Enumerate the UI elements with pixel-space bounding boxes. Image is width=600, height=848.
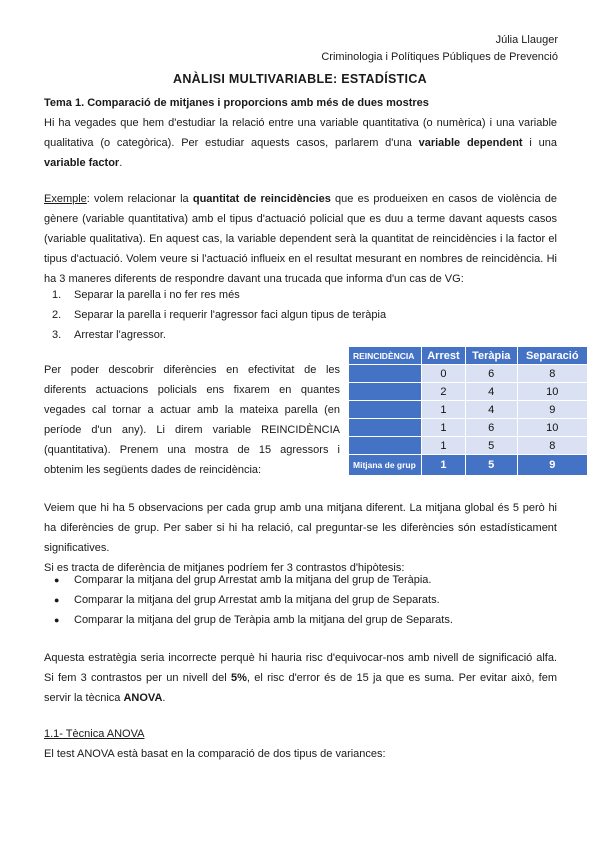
- table-cell: 6: [465, 419, 517, 437]
- study-line-4: període d'un any). Li direm variable REINCIDÈNCIA: [44, 424, 340, 436]
- column-header-separacio: Separació: [517, 347, 587, 365]
- course-name: Criminologia i Polítiques Públiques de Prevenció: [321, 51, 558, 63]
- analysis-line-2: ha diferències de grup. Per saber si hi ha relació, cal preguntar-se les diferències són estadísticament: [44, 522, 557, 534]
- table-row: [349, 383, 588, 401]
- bullet-icon: ●: [54, 615, 60, 625]
- example-line-1: Exemple: volem relacionar la quantitat de reincidències que es produeixen en casos de violència de: [44, 193, 558, 205]
- study-line-2: diferents actuacions policials ens fixarem en quantes: [44, 384, 340, 396]
- anova-heading: 1.1- Tècnica ANOVA: [44, 728, 145, 740]
- mean-row-label: Mitjana de grup: [349, 455, 422, 476]
- study-line-1: Per poder descobrir diferències en efectivitat de les: [44, 364, 340, 376]
- conclusion-line-3: servir la tècnica ANOVA.: [44, 692, 166, 704]
- list-item: ● Comparar la mitjana del grup Arrestat amb la mitjana del grup de Teràpia.: [54, 570, 453, 590]
- list-item: 2. Separar la parella i requerir l'agressor faci algun tipus de teràpia: [52, 309, 387, 321]
- intro-line-2: qualitativa (o categòrica). Per estudiar aquests casos, parlarem d'una variable dependent i una: [44, 137, 557, 149]
- analysis-line-4: Si es tracta de diferència de mitjanes podríem fer 3 contrastos d'hipòtesis:: [44, 562, 405, 574]
- example-block: [44, 189, 557, 289]
- analysis-block: [44, 498, 557, 578]
- table-cell: 10: [517, 383, 587, 401]
- table-cell: 5: [465, 437, 517, 455]
- conclusion-line-1: Aquesta estratègia seria incorrecte perquè hi hauria risc d'equivocar-nos amb nivell de significació alfa.: [44, 652, 557, 664]
- table-cell: 4: [465, 401, 517, 419]
- example-line-4: tipus d'actuació. Volem veure si l'actuació influeix en el resultat mesurant en nombres de reincidència. Hi: [44, 253, 557, 265]
- table-cell: 1: [422, 437, 466, 455]
- example-label: Exemple: [44, 193, 87, 205]
- document-title: ANÀLISI MULTIVARIABLE: ESTADÍSTICA: [173, 72, 427, 86]
- table-cell: 10: [517, 419, 587, 437]
- author-name: Júlia Llauger: [495, 34, 558, 46]
- term-quantitat-reincidencies: quantitat de reincidències: [192, 193, 331, 205]
- column-header-arrest: Arrest: [422, 347, 466, 365]
- document-header: [321, 32, 558, 66]
- table-cell: 5: [465, 455, 517, 476]
- table-cell: 2: [422, 383, 466, 401]
- table-cell: 1: [422, 401, 466, 419]
- conclusion-block: [44, 648, 557, 708]
- conclusion-line-2: Si fem 3 contrastos per un nivell del 5%, el risc d'error és de 15 ja que es suma. Per evitar això, fem: [44, 672, 557, 684]
- table-mean-row: [349, 455, 588, 476]
- term-variable-factor: variable factor: [44, 157, 120, 169]
- study-line-5: (quantitativa). Prenem una mostra de 15 agressors i: [44, 444, 340, 456]
- term-variable-dependent: variable dependent: [418, 137, 523, 149]
- list-item: 3. Arrestar l'agressor.: [52, 329, 166, 341]
- table-row: [349, 365, 588, 383]
- intro-line-3: variable factor.: [44, 157, 123, 169]
- table-row: [349, 419, 588, 437]
- table-cell: 1: [422, 455, 466, 476]
- bullet-icon: ●: [54, 595, 60, 605]
- term-anova: ANOVA: [123, 692, 163, 704]
- list-item: ● Comparar la mitjana del grup de Teràpia amb la mitjana del grup de Separats.: [54, 610, 453, 630]
- example-line-5: ha 3 maneres diferents de respondre davant una trucada que informa d'un cas de VG:: [44, 273, 464, 285]
- example-line-3: (variable qualitativa). En aquest cas, la variable dependent serà la quantitat de reincidències i la factor el: [44, 233, 557, 245]
- intro-line-1: Hi ha vegades que hem d'estudiar la relació entre una variable quantitativa (o numèrica) i una variable: [44, 117, 557, 129]
- response-options-list: [52, 285, 386, 345]
- table-cell: 4: [465, 383, 517, 401]
- table-row: [349, 437, 588, 455]
- analysis-line-1: Veiem que hi ha 5 observacions per cada grup amb una mitjana diferent. La mitjana global és 5 però hi: [44, 502, 557, 514]
- study-line-6: obtenim les següents dades de reincidència:: [44, 464, 262, 476]
- study-line-3: vegades cal tornar a actuar amb la mateixa parella (en: [44, 404, 340, 416]
- anova-text: El test ANOVA està basat en la comparació de dos tipus de variances:: [44, 748, 386, 760]
- reincidence-table: [348, 346, 588, 476]
- bullet-icon: ●: [54, 575, 60, 585]
- study-paragraph: [44, 360, 340, 480]
- list-item: ● Comparar la mitjana del grup Arrestat amb la mitjana del grup de Separats.: [54, 590, 453, 610]
- table-cell: 6: [465, 365, 517, 383]
- table-cell: 0: [422, 365, 466, 383]
- list-item: 1. Separar la parella i no fer res més: [52, 289, 240, 301]
- table-cell: 8: [517, 437, 587, 455]
- table-cell: 9: [517, 455, 587, 476]
- anova-block: [44, 724, 557, 764]
- table-row: [349, 401, 588, 419]
- section-block: [44, 93, 557, 173]
- table-header-row: [349, 347, 588, 365]
- table-cell: 9: [517, 401, 587, 419]
- table-cell: 8: [517, 365, 587, 383]
- analysis-line-3: significatives.: [44, 542, 110, 554]
- column-header-terapia: Teràpia: [465, 347, 517, 365]
- example-line-2: gènere (variable quantitativa) amb el tipus d'actuació policial que es duu a terme davant aquests casos: [44, 213, 557, 225]
- table-cell: 1: [422, 419, 466, 437]
- section-heading: Tema 1. Comparació de mitjanes i proporcions amb més de dues mostres: [44, 97, 429, 109]
- table-corner-label: REINCIDÈNCIA: [349, 347, 422, 365]
- contrast-bullet-list: [54, 570, 453, 630]
